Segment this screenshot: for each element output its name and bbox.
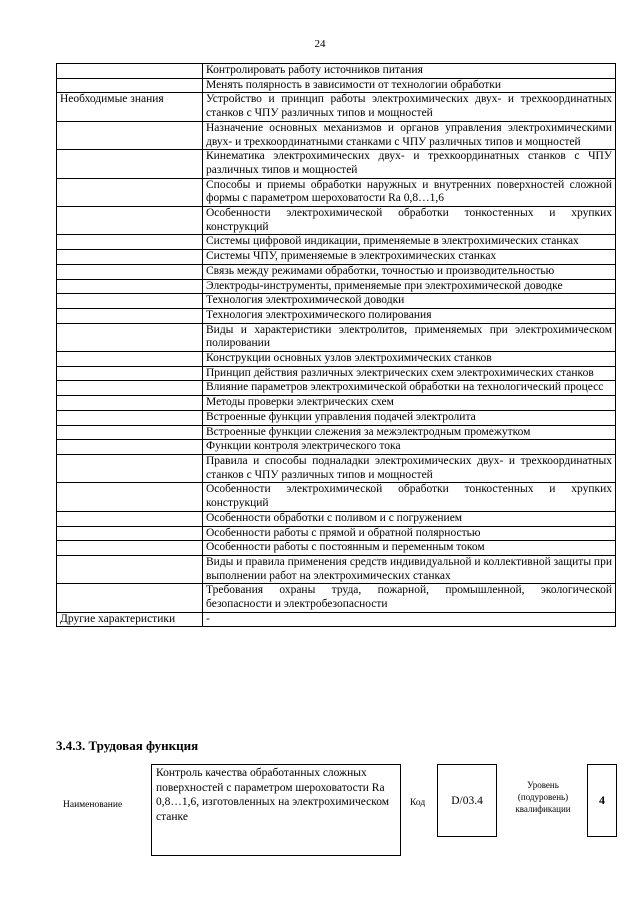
row-category-cell — [57, 541, 203, 556]
row-category-cell — [57, 366, 203, 381]
row-content-cell: Влияние параметров электрохимической обработки на технологический процесс — [203, 381, 616, 396]
row-content-cell: Технология электрохимической доводки — [203, 294, 616, 309]
table-row — [57, 235, 616, 250]
code-value: D/03.4 — [451, 794, 483, 807]
knowledge-table-body — [57, 64, 616, 627]
table-row — [57, 308, 616, 323]
row-content-cell: Системы ЧПУ, применяемые в электрохимических станках — [203, 250, 616, 265]
table-row — [57, 541, 616, 556]
row-category-cell — [57, 483, 203, 511]
table-row — [57, 454, 616, 482]
table-row — [57, 440, 616, 455]
function-name-box — [151, 764, 401, 856]
row-category-cell — [57, 381, 203, 396]
table-row — [57, 612, 616, 627]
row-content-cell: Связь между режимами обработки, точностью и производительностью — [203, 264, 616, 279]
row-content-cell: Виды и правила применения средств индивидуальной и коллективной защиты при выполнении работ на электрохимических станках — [203, 555, 616, 583]
row-content-cell: Особенности работы с прямой и обратной полярностью — [203, 526, 616, 541]
row-content-cell: Технология электрохимического полирования — [203, 308, 616, 323]
row-category-cell — [57, 279, 203, 294]
table-row — [57, 178, 616, 206]
table-row — [57, 264, 616, 279]
knowledge-table — [56, 63, 616, 627]
row-content-cell: Встроенные функции слежения за межэлектродным промежутком — [203, 425, 616, 440]
table-row — [57, 425, 616, 440]
table-row — [57, 250, 616, 265]
row-category-cell — [57, 425, 203, 440]
table-row — [57, 93, 616, 121]
row-content-cell: Функции контроля электрического тока — [203, 440, 616, 455]
row-category-cell — [57, 235, 203, 250]
row-content-cell: Системы цифровой индикации, применяемые в электрохимических станках — [203, 235, 616, 250]
row-category-cell: Необходимые знания — [57, 93, 203, 121]
table-row — [57, 483, 616, 511]
row-category-cell — [57, 121, 203, 149]
qualification-level-value: 4 — [599, 793, 605, 807]
table-row — [57, 381, 616, 396]
row-category-cell — [57, 584, 203, 612]
row-content-cell: Устройство и принцип работы электрохимических двух- и трехкоординатных станков с ЧПУ различных типов и мощностей — [203, 93, 616, 121]
table-row — [57, 410, 616, 425]
row-content-cell: Особенности работы с постоянным и переменным током — [203, 541, 616, 556]
table-row — [57, 78, 616, 93]
row-category-cell — [57, 250, 203, 265]
row-content-cell: Особенности обработки с поливом и с погружением — [203, 511, 616, 526]
function-name-value: Контроль качества обработанных сложных поверхностей с параметром шероховатости Ra 0,8…1,6, изготовленных на электрохимическом станке — [156, 767, 390, 823]
row-category-cell — [57, 308, 203, 323]
row-content-cell: Назначение основных механизмов и органов управления электрохимическими двух- и трехкоординатными станками с ЧПУ различных типов и мощностей — [203, 121, 616, 149]
row-content-cell: Требования охраны труда, пожарной, промышленной, экологической безопасности и электробезопасности — [203, 584, 616, 612]
row-content-cell: Кинематика электрохимических двух- и трехкоординатных станков с ЧПУ различных типов и мощностей — [203, 150, 616, 178]
row-category-cell — [57, 78, 203, 93]
qualification-level-box — [587, 764, 617, 837]
row-category-cell — [57, 511, 203, 526]
row-category-cell — [57, 526, 203, 541]
row-content-cell: Правила и способы подналадки электрохимических двух- и трехкоординатных станков с ЧПУ различных типов и мощностей — [203, 454, 616, 482]
page-number: 24 — [314, 38, 326, 50]
table-row — [57, 279, 616, 294]
row-category-cell — [57, 396, 203, 411]
row-content-cell: Способы и приемы обработки наружных и внутренних поверхностей сложной формы с параметром шероховатости Ra 0,8…1,6 — [203, 178, 616, 206]
row-category-cell — [57, 207, 203, 235]
row-category-cell — [57, 410, 203, 425]
row-content-cell: - — [203, 612, 616, 627]
row-content-cell: Особенности электрохимической обработки тонкостенных и хрупких конструкций — [203, 207, 616, 235]
qualification-level-label: Уровень (подуровень) квалификации — [515, 780, 571, 814]
table-row — [57, 511, 616, 526]
section-heading: 3.4.3. Трудовая функция — [56, 738, 199, 753]
row-category-cell — [57, 323, 203, 351]
row-content-cell: Принцип действия различных электрических схем электрохимических станков — [203, 366, 616, 381]
row-category-cell — [57, 264, 203, 279]
row-content-cell: Особенности электрохимической обработки тонкостенных и хрупких конструкций — [203, 483, 616, 511]
table-row — [57, 121, 616, 149]
row-content-cell: Менять полярность в зависимости от технологии обработки — [203, 78, 616, 93]
row-category-cell — [57, 352, 203, 367]
table-row — [57, 526, 616, 541]
table-row — [57, 366, 616, 381]
row-category-cell — [57, 64, 203, 79]
row-category-cell — [57, 150, 203, 178]
table-row — [57, 352, 616, 367]
row-category-cell — [57, 178, 203, 206]
row-category-cell — [57, 555, 203, 583]
row-category-cell: Другие характеристики — [57, 612, 203, 627]
code-label: Код — [410, 798, 426, 808]
row-content-cell: Встроенные функции управления подачей электролита — [203, 410, 616, 425]
row-content-cell: Электроды-инструменты, применяемые при электрохимической доводке — [203, 279, 616, 294]
name-label: Наименование — [63, 800, 123, 810]
row-content-cell: Контролировать работу источников питания — [203, 64, 616, 79]
table-row — [57, 584, 616, 612]
code-box — [437, 764, 497, 837]
table-row — [57, 64, 616, 79]
table-row — [57, 555, 616, 583]
row-content-cell: Конструкции основных узлов электрохимических станков — [203, 352, 616, 367]
row-content-cell: Методы проверки электрических схем — [203, 396, 616, 411]
row-category-cell — [57, 294, 203, 309]
table-row — [57, 207, 616, 235]
table-row — [57, 294, 616, 309]
row-category-cell — [57, 440, 203, 455]
table-row — [57, 323, 616, 351]
row-content-cell: Виды и характеристики электролитов, применяемых при электрохимическом полировании — [203, 323, 616, 351]
table-row — [57, 150, 616, 178]
table-row — [57, 396, 616, 411]
row-category-cell — [57, 454, 203, 482]
